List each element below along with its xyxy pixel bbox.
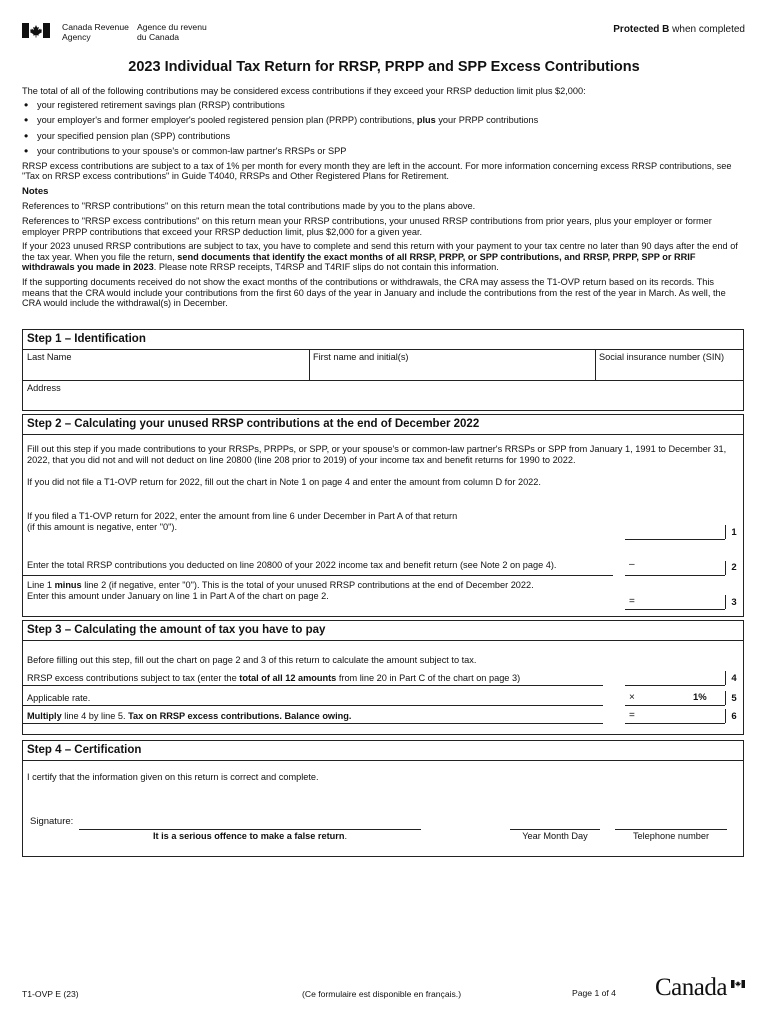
step2-unused-contributions: [22, 414, 744, 617]
sin-label: Social insurance number (SIN): [599, 352, 725, 362]
line4-input[interactable]: [625, 669, 725, 685]
note-2: References to "RRSP excess contributions" on this return mean your RRSP contributions, your unused RRSP contributions from prior years, plus your employer or former employer PRPP contributions that exceed your RRSP deduction limit, plus $2,000 for a given year.: [22, 215, 712, 237]
note-4: If the supporting documents received do not show the exact months of the contributions or withdrawals, the CRA may assess the T1-OVP return based on its records. This means that the CRA would include your contributions from the first 60 days of the year in January and include the contributions from the rest of the year in March. As well, the CRA would include the withdrawal(s) in December.: [22, 276, 726, 309]
date-field[interactable]: [510, 813, 600, 829]
line-number: 1: [731, 527, 737, 538]
signature-field[interactable]: [79, 813, 421, 829]
step3-intro: Before filling out this step, fill out the chart on page 2 and 3 of this return to calculate the amount subject to tax.: [27, 655, 477, 665]
line-number: 4: [731, 673, 737, 684]
offence-warning: It is a serious offence to make a false return.: [152, 831, 348, 841]
page-title: 2023 Individual Tax Return for RRSP, PRPP and SPP Excess Contributions: [128, 59, 640, 75]
step3-header: Step 3 – Calculating the amount of tax you have to pay: [23, 621, 743, 641]
line-number: 5: [731, 693, 737, 704]
wordmark-flag-icon: [731, 975, 745, 983]
step3-rate: Applicable rate.: [27, 693, 91, 703]
note-3: If your 2023 unused RRSP contributions are subject to tax, you have to complete and send this return with your payment to your tax centre no later than 90 days after the end of the tax year. When you file the return, send documents that identify the exact months of all RRSP, PRPP, or SPP contributions, and RRSP, PRPP, SPP or RRIF withdrawals you made in 2023. Please note RRSP receipts, T4RSP and T4RIF slips do not contain this information.: [22, 241, 738, 273]
minus-operator: –: [629, 559, 635, 570]
telephone-label: Telephone number: [632, 831, 710, 841]
step3-tax-payable: [22, 620, 744, 735]
date-label: Year Month Day: [522, 831, 588, 841]
address-field[interactable]: [24, 394, 742, 410]
step3-balance: Multiply line 4 by line 5. Tax on RRSP excess contributions. Balance owing.: [27, 711, 352, 721]
intro-section: [22, 86, 744, 309]
agency-name-en: Canada Revenue Agency: [62, 22, 129, 42]
page-number: Page 1 of 4: [572, 988, 616, 998]
line6-input[interactable]: [625, 707, 725, 723]
step1-header: Step 1 – Identification: [23, 330, 743, 350]
step2-intro: Fill out this step if you made contributions to your RRSPs, PRPPs, or SPP, or your spouse's or common-law partner's RRSPs or SPP from January 1, 1991 to December 31, 2022, that you did not and will not deduct on line 20800 (line 208 prior to 2019) of your income tax and benefit returns for 1990 to 2022.: [27, 444, 727, 465]
last-name-field[interactable]: [24, 361, 308, 379]
last-name-label: Last Name: [27, 352, 72, 362]
sin-field[interactable]: [596, 361, 742, 379]
line1-input[interactable]: [625, 523, 725, 539]
list-item: • your contributions to your spouse's or common-law partner's RRSPs or SPP: [22, 144, 744, 160]
certify-statement: I certify that the information given on this return is correct and complete.: [27, 772, 319, 782]
step4-certification: [22, 740, 744, 857]
line2-input[interactable]: [625, 559, 725, 575]
applicable-rate-value: 1%: [693, 692, 707, 703]
times-operator: ×: [629, 692, 635, 703]
tax-note: RRSP excess contributions are subject to a tax of 1% per month for every month they are left in the account. For more information concerning excess RRSP contributions, see "Tax on RRSP excess contributions" in Guide T4040, RRSPs and Other Registered Plans for Retirement.: [22, 160, 732, 182]
line-number: 2: [731, 562, 737, 573]
signature-label: Signature:: [30, 816, 74, 827]
step2-no-return: If you did not file a T1-OVP return for 2022, fill out the chart in Note 1 on page 4 and enter the amount from column D for 2022.: [27, 477, 541, 487]
canada-flag-icon: [22, 23, 50, 38]
contribution-list: [22, 98, 744, 160]
list-item: • your specified pension plan (SPP) contributions: [22, 129, 744, 145]
intro-lead: The total of all of the following contributions may be considered excess contributions if they exceed your RRSP deduction limit plus $2,000:: [22, 86, 586, 96]
step4-header: Step 4 – Certification: [23, 741, 743, 761]
step2-filed-return: If you filed a T1-OVP return for 2022, enter the amount from line 6 under December in Part A of that return (if this amount is negative, enter "0").: [27, 511, 458, 532]
step3-excess: RRSP excess contributions subject to tax (enter the total of all 12 amounts from line 20 in Part C of the chart on page 3): [27, 673, 521, 683]
list-item: • your employer's and former employer's pooled registered pension plan (PRPP) contributions, plus your PRPP contributions: [22, 113, 744, 129]
form-id: T1-OVP E (23): [22, 989, 79, 999]
agency-name-fr: Agence du revenu du Canada: [137, 22, 207, 42]
first-name-label: First name and initial(s): [313, 352, 409, 362]
protected-label: Protected B when completed: [613, 24, 745, 35]
line-number: 3: [731, 597, 737, 608]
step2-header: Step 2 – Calculating your unused RRSP contributions at the end of December 2022: [23, 415, 743, 435]
line3-input[interactable]: [625, 593, 725, 609]
list-item: • your registered retirement savings plan (RRSP) contributions: [22, 98, 744, 114]
french-availability: (Ce formulaire est disponible en français.): [302, 989, 462, 999]
step1-identification: [22, 329, 744, 411]
telephone-field[interactable]: [615, 813, 727, 829]
address-label: Address: [27, 383, 61, 393]
step2-result: Line 1 minus line 2 (if negative, enter "0"). This is the total of your unused RRSP contributions at the end of December 2022. Enter this amount under January on line 1 in Part A of the chart on page 2.: [27, 580, 534, 601]
equals-operator: =: [629, 596, 635, 607]
line-number: 6: [731, 711, 737, 722]
first-name-field[interactable]: [310, 361, 594, 379]
notes-heading: Notes: [22, 185, 49, 197]
step2-deducted: Enter the total RRSP contributions you deducted on line 20800 of your 2022 income tax and benefit return (see Note 2 on page 4).: [27, 560, 557, 570]
canada-wordmark: Canada: [655, 974, 727, 1001]
equals-operator: =: [629, 710, 635, 721]
note-1: References to "RRSP contributions" on this return mean the total contributions made by you to the plans above.: [22, 201, 476, 212]
